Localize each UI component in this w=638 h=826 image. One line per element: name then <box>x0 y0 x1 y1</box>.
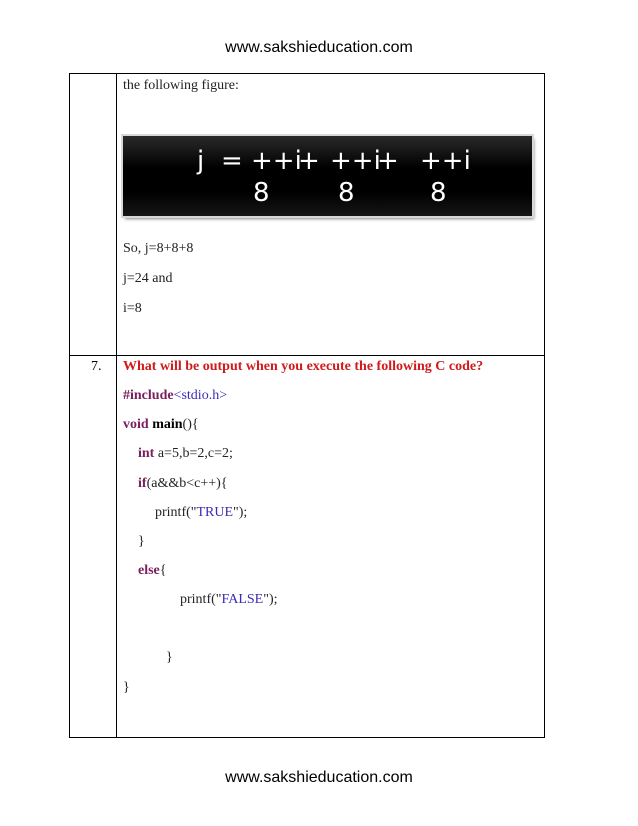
else-brace: { <box>159 563 167 578</box>
printf-close: "); <box>263 592 278 607</box>
figure-intro-text: the following figure: <box>123 78 239 93</box>
footer-site-link[interactable]: www.sakshieducation.com <box>225 769 413 786</box>
code-line-if <box>138 476 228 492</box>
printf-string: TRUE <box>196 505 234 520</box>
code-line-else <box>138 563 167 579</box>
code-line-close-main: } <box>123 680 130 695</box>
header-site-link[interactable]: www.sakshieducation.com <box>225 39 413 56</box>
printf-call: printf(" <box>155 505 197 520</box>
figure-plus-2: + <box>377 146 399 176</box>
if-condition: (a&&b<c++){ <box>146 476 228 491</box>
figure-term-3: ++i <box>420 146 471 176</box>
figure-j: j <box>197 146 205 176</box>
printf-string: FALSE <box>221 592 264 607</box>
code-line-printf-true <box>155 505 247 521</box>
expression-figure <box>123 136 532 216</box>
explanation-line-3: i=8 <box>123 301 142 316</box>
if-keyword: if <box>138 476 147 491</box>
main-name: main <box>152 417 183 432</box>
figure-term-2: ++i <box>330 146 381 176</box>
void-keyword: void <box>123 417 149 432</box>
code-line-decl <box>138 446 233 462</box>
printf-close: "); <box>233 505 248 520</box>
int-keyword: int <box>138 446 155 461</box>
figure-term-1: ++i <box>251 146 302 176</box>
code-line-close-else: } <box>166 650 173 665</box>
figure-value-3: 8 <box>430 178 447 208</box>
code-line-printf-false <box>180 592 278 608</box>
code-line-close-if: } <box>138 534 145 549</box>
figure-equals: = <box>221 146 243 176</box>
main-rest: (){ <box>182 417 199 432</box>
column-divider <box>116 73 117 738</box>
question-number: 7. <box>91 359 102 374</box>
else-keyword: else <box>138 563 160 578</box>
row-divider <box>69 355 545 356</box>
explanation-line-1: So, j=8+8+8 <box>123 241 194 256</box>
explanation-line-2: j=24 and <box>123 271 173 286</box>
code-line-main <box>123 417 199 433</box>
figure-value-1: 8 <box>253 178 270 208</box>
include-keyword: #include <box>123 388 174 403</box>
printf-call: printf(" <box>180 592 222 607</box>
decl-text: a=5,b=2,c=2; <box>154 446 233 461</box>
include-header: <stdio.h> <box>173 388 228 403</box>
code-line-include <box>123 388 227 404</box>
figure-value-2: 8 <box>338 178 355 208</box>
figure-plus-1: + <box>298 146 320 176</box>
question-text: What will be output when you execute the following C code? <box>123 359 484 374</box>
